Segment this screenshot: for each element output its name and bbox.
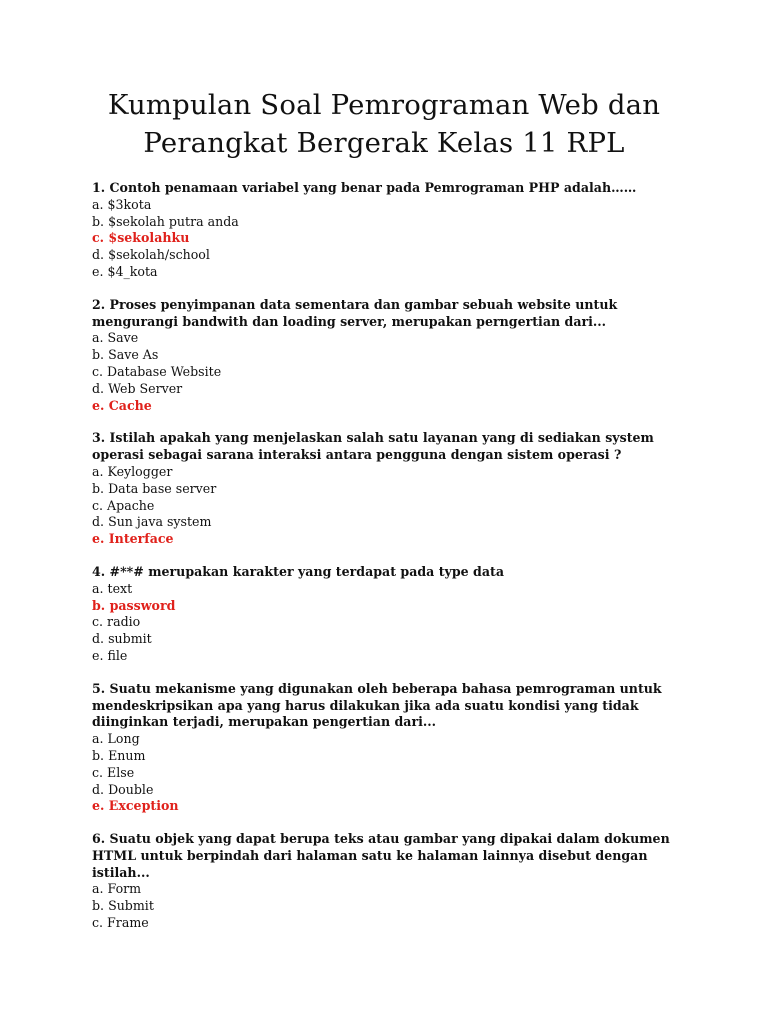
answer-option: d. Web Server <box>92 380 183 396</box>
answer-options <box>92 197 676 281</box>
title-line-2: Perangkat Bergerak Kelas 11 RPL <box>143 127 625 159</box>
answer-options <box>92 581 676 665</box>
answer-option-correct: b. password <box>92 597 176 613</box>
answer-option: b. Enum <box>92 747 146 763</box>
answer-options <box>92 881 676 931</box>
answer-option: d. Sun java system <box>92 514 212 530</box>
question-block <box>92 430 676 548</box>
title-line-1: Kumpulan Soal Pemrograman Web dan <box>107 89 661 121</box>
answer-option: c. Apache <box>92 497 155 513</box>
answer-option: a. Keylogger <box>92 463 173 479</box>
answer-option: a. Long <box>92 731 140 747</box>
answer-option: e. $4_kota <box>92 263 158 279</box>
answer-option: d. $sekolah/school <box>92 247 210 263</box>
answer-option: a. $3kota <box>92 196 152 212</box>
answer-option: c. radio <box>92 614 141 630</box>
answer-option: d. submit <box>92 631 152 647</box>
question-block <box>92 180 676 281</box>
question-text: 1. Contoh penamaan variabel yang benar pada Pemrograman PHP adalah…… <box>92 180 637 195</box>
answer-option: a. Save <box>92 330 139 346</box>
answer-options <box>92 464 676 548</box>
answer-option: b. Save As <box>92 347 159 363</box>
question-list <box>92 180 676 932</box>
answer-option: c. Else <box>92 764 135 780</box>
answer-option: e. file <box>92 647 128 663</box>
document-title <box>92 86 676 162</box>
answer-option: c. Database Website <box>92 363 222 379</box>
question-text: 5. Suatu mekanisme yang digunakan oleh beberapa bahasa pemrograman untuk mendeskripsikan apa yang harus dilakukan jika ada suatu kondisi yang tidak diinginkan terjadi, merupakan pengertian dari... <box>92 680 662 730</box>
answer-option: a. text <box>92 580 133 596</box>
question-text: 6. Suatu objek yang dapat berupa teks atau gambar yang dipakai dalam dokumen HTML untuk berpindah dari halaman satu ke halaman lainnya disebut dengan istilah... <box>92 831 670 880</box>
answer-option-correct: e. Interface <box>92 531 174 547</box>
question-block <box>92 297 676 415</box>
answer-option-correct: c. $sekolahku <box>92 230 190 246</box>
answer-option: b. $sekolah putra anda <box>92 213 239 229</box>
answer-option: b. Data base server <box>92 480 217 496</box>
answer-option-correct: e. Cache <box>92 397 152 413</box>
answer-option: a. Form <box>92 881 142 897</box>
question-block <box>92 831 676 932</box>
question-text: 2. Proses penyimpanan data sementara dan gambar sebuah website untuk mengurangi bandwith dan loading server, merupakan perngertian dari... <box>92 296 618 329</box>
question-block <box>92 564 676 665</box>
answer-option-correct: e. Exception <box>92 798 179 814</box>
answer-option: c. Frame <box>92 915 149 931</box>
question-block <box>92 681 676 815</box>
answer-option: d. Double <box>92 781 154 797</box>
question-text: 3. Istilah apakah yang menjelaskan salah satu layanan yang di sediakan system operasi sebagai sarana interaksi antara pengguna dengan sistem operasi ? <box>92 430 654 463</box>
answer-options <box>92 731 676 815</box>
answer-options <box>92 330 676 414</box>
answer-option: b. Submit <box>92 898 154 914</box>
question-text: 4. #**# merupakan karakter yang terdapat pada type data <box>92 563 504 579</box>
